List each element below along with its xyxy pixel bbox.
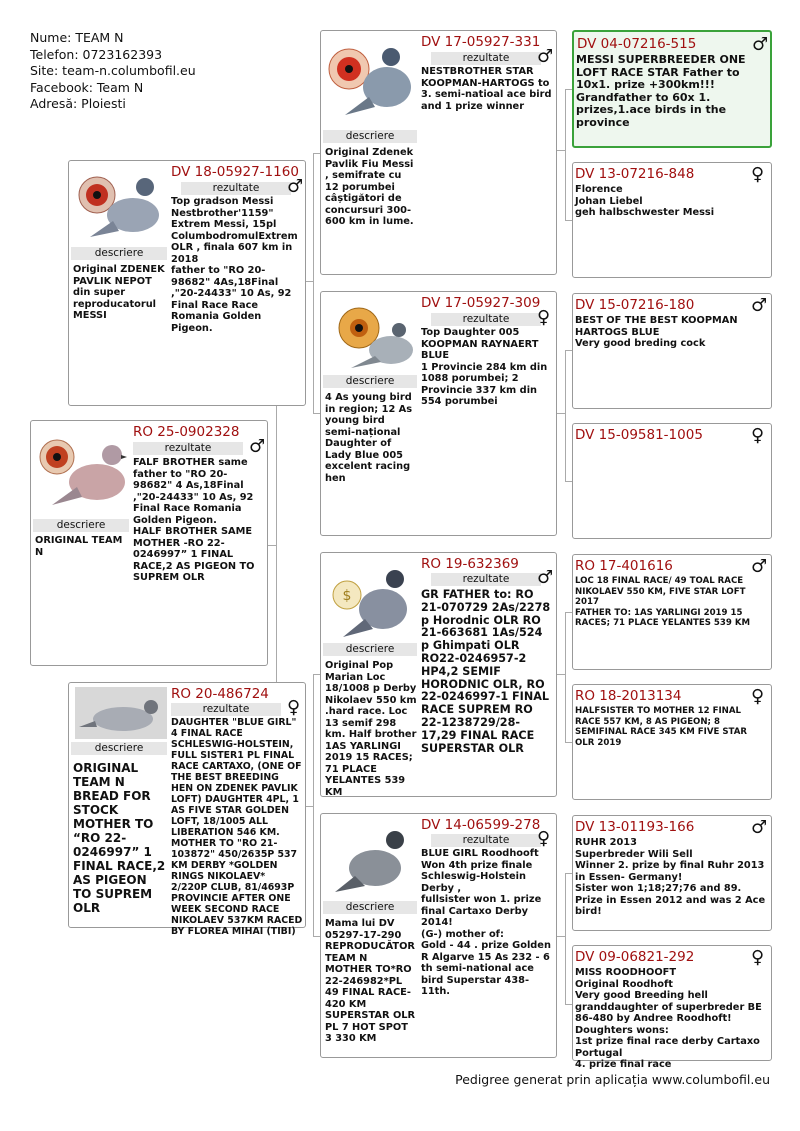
male-icon: ♂ (537, 46, 554, 67)
connector (313, 413, 320, 414)
connector (313, 936, 320, 937)
results-tab[interactable]: rezultate (171, 703, 281, 716)
pigeon-description: FALF BROTHER same father to "RO 20-98682" 4 As,18Final ,"20-24433" 10 As, 92 Final Race Romania Golden Pigeon. HALF BROTHER SAME MOTHER -RO 22-0246997” 1 FINAL RACE,2 AS PIGEON TO SUPREM OLR (133, 457, 255, 583)
ring-number[interactable]: RO 17-401616 (575, 558, 673, 574)
connector (557, 413, 565, 414)
ring-number[interactable]: DV 18-05927-1160 (171, 164, 299, 180)
connector (313, 153, 320, 154)
female-icon: ♀ (751, 947, 765, 968)
female-icon: ♀ (751, 425, 765, 446)
pigeon-note: 4 As young bird in region; 12 As young bird semi-național Daughter of Lady Blue 005 excelent racing hen (325, 392, 413, 484)
pigeon-description: GR FATHER to: RO 21-070729 2As/2278 p Horodnic OLR RO 21-663681 1As/524 p Ghimpati OLR RO22-0246957-2 HP4,2 SEMIF HORODNIC OLR, RO 22-0246997-1 FINAL RACE SUPREM RO 22-1238729/28-17,29 FINAL RACE SUPERSTAR OLR (421, 588, 551, 755)
description-tab[interactable]: descriere (323, 130, 417, 143)
svg-text:$: $ (342, 588, 352, 604)
pigeon-card-dam-dam-dam[interactable] (572, 945, 772, 1070)
connector (565, 350, 566, 481)
pigeon-card-sire-sire[interactable] (320, 30, 557, 275)
description-tab[interactable]: descriere (323, 643, 417, 656)
connector (313, 674, 320, 675)
pigeon-photo (325, 557, 417, 643)
pigeon-card-subject[interactable] (30, 420, 268, 666)
pigeon-note: Mama lui DV 05297-17-290 REPRODUCĂTOR TEAM N MOTHER TO*RO 22-246982*PL 49 FINAL RACE-420 KM SUPERSTAR OLR PL 7 HOT SPOT 3 330 KM (325, 918, 416, 1044)
pigeon-note: ORIGINAL TEAM N (35, 535, 123, 558)
ring-number[interactable]: DV 17-05927-331 (421, 34, 541, 50)
pigeon-card-sire[interactable] (68, 160, 306, 406)
ring-number[interactable]: DV 15-07216-180 (575, 297, 695, 313)
connector (557, 150, 565, 151)
male-icon: ♂ (751, 556, 768, 577)
pigeon-card-sire-dam[interactable] (320, 291, 557, 536)
connector (565, 89, 566, 220)
ring-number[interactable]: RO 19-632369 (421, 556, 519, 572)
owner-address: Adresă: Ploiesti (30, 96, 126, 112)
owner-phone: Telefon: 0723162393 (30, 46, 163, 62)
ring-number[interactable]: DV 14-06599-278 (421, 817, 541, 833)
owner-info (30, 30, 196, 113)
male-icon: ♂ (537, 567, 554, 588)
connector (565, 742, 572, 743)
pigeon-photo (325, 35, 417, 121)
pigeon-card-sire-dam-sire[interactable] (572, 293, 772, 409)
pigeon-card-dam[interactable] (68, 682, 306, 937)
female-icon: ♀ (751, 164, 765, 185)
ring-number[interactable]: DV 04-07216-515 (577, 36, 697, 52)
description-tab[interactable]: descriere (71, 742, 167, 755)
female-icon: ♀ (537, 828, 551, 849)
owner-site: Site: team-n.columbofil.eu (30, 63, 196, 79)
description-tab[interactable]: descriere (33, 519, 129, 532)
ring-number[interactable]: RO 18-2013134 (575, 688, 682, 704)
pigeon-card-sire-sire-dam[interactable] (572, 162, 772, 278)
description-tab[interactable]: descriere (323, 375, 417, 388)
pigeon-note: Original Zdenek Pavlik Fiu Messi , semifrate cu 12 porumbei câștigători de concursuri 300-600 km in lume. (325, 147, 414, 227)
description-tab[interactable]: descriere (323, 901, 417, 914)
description-tab[interactable]: descriere (71, 247, 167, 260)
pigeon-card-dam-dam[interactable] (320, 813, 557, 1058)
male-icon: ♂ (249, 436, 266, 457)
connector (565, 612, 572, 613)
male-icon: ♂ (752, 34, 769, 55)
owner-facebook: Facebook: Team N (30, 79, 144, 95)
pigeon-description: BEST OF THE BEST KOOPMAN HARTOGS BLUE Very good breding cock (575, 315, 738, 349)
pigeon-photo (325, 818, 417, 900)
connector (565, 1004, 572, 1005)
pigeon-note: Original ZDENEK PAVLIK NEPOT din super reproducatorul MESSI (73, 264, 165, 321)
connector (565, 481, 572, 482)
pigeon-description: Top gradson Messi Nestbrother'1159" Extrem Messi, 15pl ColumbodromulExtrem OLR , finala 607 km in 2018 father to "RO 20-98682" 4As,18Final ,"20-24433" 10 As, 92 Final Race Race Romania Golden Pigeon. (171, 196, 298, 334)
male-icon: ♂ (751, 295, 768, 316)
pigeon-card-sire-dam-dam[interactable] (572, 423, 772, 539)
pigeon-description: MISS ROODHOOFT Original Roodhoft Very good Breeding hell granddaughter of superbreder BE 86-480 by Andree Roodhoft! Doughters wons: 1st prize final race derby Cartaxo Portugal 4. prize final race (575, 967, 762, 1070)
pigeon-card-sire-sire-sire[interactable] (572, 30, 772, 148)
results-tab[interactable]: rezultate (431, 834, 541, 847)
female-icon: ♀ (287, 697, 301, 718)
pigeon-description: MESSI SUPERBREEDER ONE LOFT RACE STAR Father to 10x1. prize +300km!!! Grandfather to 60x 1. prizes,1.ace birds in the province (576, 53, 746, 129)
pigeon-photo (75, 687, 167, 739)
male-icon: ♂ (287, 176, 304, 197)
results-tab[interactable]: rezultate (133, 442, 243, 455)
results-tab[interactable]: rezultate (431, 313, 541, 326)
pigeon-description: HALFSISTER TO MOTHER 12 FINAL RACE 557 KM, 8 AS PIGEON; 8 SEMIFINAL RACE 345 KM FIVE STAR OLR 2019 (575, 706, 747, 748)
male-icon: ♂ (751, 817, 768, 838)
ring-number[interactable]: RO 25-0902328 (133, 424, 240, 440)
connector (306, 806, 313, 807)
connector (313, 674, 314, 936)
pigeon-description: RUHR 2013 Superbreder Wili Sell Winner 2. prize by final Ruhr 2013 in Essen- Germany! Sister won 1;18;27;76 and 89. Prize in Essen 2012 and was 2 Ace bird! (575, 837, 766, 917)
ring-number[interactable]: DV 13-07216-848 (575, 166, 695, 182)
results-tab[interactable]: rezultate (431, 52, 541, 65)
pigeon-description: BLUE GIRL Roodhooft Won 4th prize finale Schleswig-Holstein Derby , fullsister won 1. prize final Cartaxo Derby 2014! (G-) mother of: Gold - 44 . prize Golden R Algarve 15 As 232 - 6 th semi-national ace bird Superstar 438-11th. (421, 848, 551, 997)
ring-number[interactable]: RO 20-486724 (171, 686, 269, 702)
pigeon-photo (75, 165, 167, 247)
pigeon-card-dam-sire[interactable] (320, 552, 557, 797)
female-icon: ♀ (751, 686, 765, 707)
results-tab[interactable]: rezultate (181, 182, 291, 195)
results-tab[interactable]: rezultate (431, 573, 541, 586)
ring-number[interactable]: DV 09-06821-292 (575, 949, 695, 965)
pigeon-description: LOC 18 FINAL RACE/ 49 TOAL RACE NIKOLAEV 550 KM, FIVE STAR LOFT 2017 FATHER TO: 1AS YARLINGI 2019 15 RACES; 71 PLACE YELANTES 539 KM (575, 576, 751, 628)
owner-name: Nume: TEAM N (30, 30, 124, 45)
pigeon-photo (325, 300, 417, 372)
connector (268, 545, 276, 546)
pigeon-description: Florence Johan Liebel geh halbschwester Messi (575, 184, 715, 218)
connector (565, 612, 566, 742)
connector (306, 281, 313, 282)
pigeon-card-dam-sire-dam[interactable] (572, 684, 772, 800)
female-icon: ♀ (537, 307, 551, 328)
pigeon-description: DAUGHTER "BLUE GIRL" 4 FINAL RACE SCHLESWIG-HOLSTEIN, FULL SISTER1 PL FINAL RACE CARTAXO, (ONE OF THE BEST BREEDING HEN ON ZDENEK PAVLIK LOFT) DAUGHTER 4PL, 1 AS FIVE STAR GOLDEN LOFT, 18/1005 ALL LIBERATION 546 KM. MOTHER TO "RO 21-103872" 450/2635P 537 KM DERBY *GOLDEN RINGS NIKOLAEV* 2/220P CLUB, 81/4693P PROVINCIE AFTER ONE WEEK SECOND RACE NIKOLAEV 537KM RACED BY FLOREA MIHAI (TIBI) (171, 717, 303, 937)
connector (565, 350, 572, 351)
ring-number[interactable]: DV 15-09581-1005 (575, 427, 703, 443)
connector (565, 89, 572, 90)
connector (565, 873, 572, 874)
connector (565, 873, 566, 1004)
ring-number[interactable]: DV 13-01193-166 (575, 819, 695, 835)
pigeon-note: Original Pop Marian Loc 18/1008 p Derby Nikolaev 550 km .hard race. Loc 13 semif 298 km. Half brother 1AS YARLINGI 2019 15 RACES; 71 PLACE YELANTES 539 KM (325, 660, 417, 798)
pigeon-description: Top Daughter 005 KOOPMAN RAYNAERT BLUE 1 Provincie 284 km din 1088 porumbei; 2 Provincie 337 km din 554 porumbei (421, 327, 548, 407)
pigeon-photo (37, 427, 129, 519)
connector (565, 220, 572, 221)
pigeon-card-dam-dam-sire[interactable] (572, 815, 772, 931)
pigeon-note: ORIGINAL TEAM N BREAD FOR STOCK MOTHER TO “RO 22-0246997” 1 FINAL RACE,2 AS PIGEON TO SUPREM OLR (73, 761, 166, 915)
pigeon-description: NESTBROTHER STAR KOOPMAN-HARTOGS to 3. semi-natioal ace bird and 1 prize winner (421, 66, 552, 112)
connector (557, 936, 565, 937)
footer-credit: Pedigree generat prin aplicația www.columbofil.eu (455, 1072, 770, 1087)
pigeon-card-dam-sire-sire[interactable] (572, 554, 772, 670)
ring-number[interactable]: DV 17-05927-309 (421, 295, 541, 311)
connector (313, 153, 314, 413)
connector (557, 674, 565, 675)
